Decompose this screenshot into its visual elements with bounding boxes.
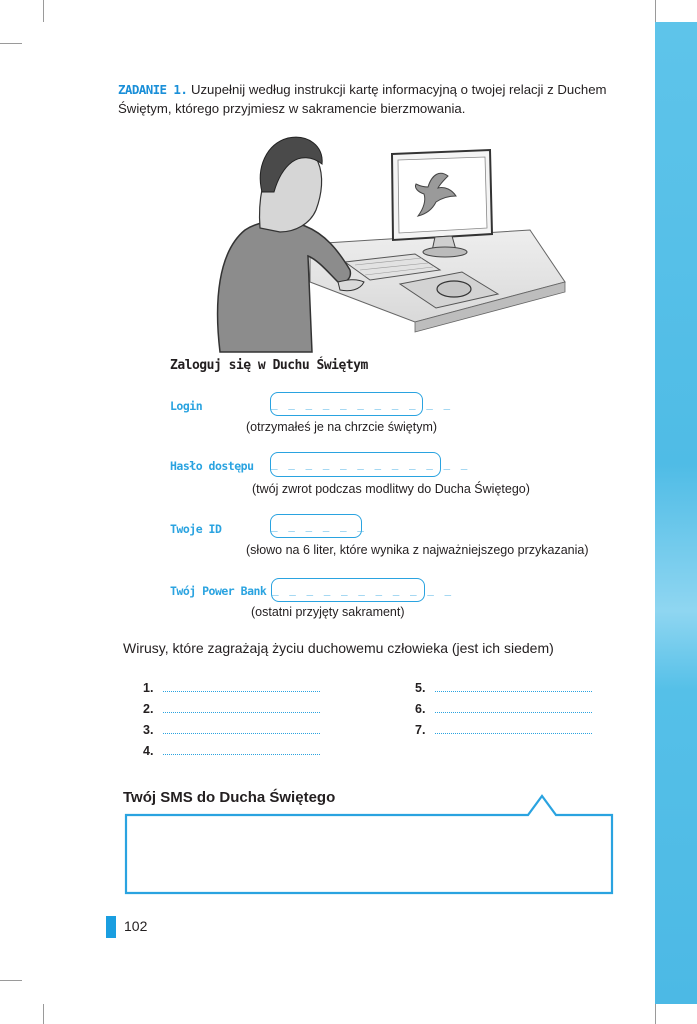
virus-answer-line[interactable] [163,723,320,734]
crop-mark [655,1004,656,1024]
computer-illustration [200,132,570,357]
password-label: Hasło dostępu [170,459,254,473]
login-heading: Zaloguj się w Duchu Świętym [170,358,368,373]
id-hint: (słowo na 6 liter, które wynika z najważniejszego przykazania) [246,543,589,557]
sms-message-box[interactable] [120,793,620,896]
virus-number: 4. [143,744,154,758]
password-field[interactable]: _ _ _ _ _ _ _ _ _ _ _ _ [270,452,441,477]
login-hint: (otrzymałeś je na chrzcie świętym) [246,420,438,434]
crop-mark [655,0,656,22]
task-instruction [118,80,618,118]
task-label: ZADANIE 1. [118,82,188,97]
virus-number: 1. [143,681,154,695]
virus-answer-line[interactable] [435,723,592,734]
viruses-title: Wirusy, które zagrażają życiu duchowemu człowieka (jest ich siedem) [123,640,554,656]
virus-item [143,744,320,758]
virus-number: 5. [415,681,426,695]
crop-mark [0,43,22,44]
virus-answer-line[interactable] [163,702,320,713]
page-number-marker [106,916,116,938]
virus-answer-line[interactable] [163,744,320,755]
virus-item [415,723,592,737]
login-field[interactable]: _ _ _ _ _ _ _ _ _ _ _ [270,392,423,416]
power-bank-field[interactable]: _ _ _ _ _ _ _ _ _ _ _ [271,578,425,602]
virus-item [143,681,320,695]
virus-number: 3. [143,723,154,737]
virus-number: 2. [143,702,154,716]
virus-item [415,702,592,716]
virus-item [143,702,320,716]
virus-answer-line[interactable] [435,681,592,692]
crop-mark [43,1004,44,1024]
id-label: Twoje ID [170,522,222,536]
virus-item [415,681,592,695]
power-bank-hint: (ostatni przyjęty sakrament) [251,605,405,619]
password-hint: (twój zwrot podczas modlitwy do Ducha Świętego) [252,482,530,496]
virus-number: 7. [415,723,426,737]
id-field[interactable]: _ _ _ _ _ _ [270,514,362,538]
sms-title: Twój SMS do Ducha Świętego [123,789,336,806]
power-bank-label: Twój Power Bank [170,584,267,598]
crop-mark [43,0,44,22]
crop-mark [0,980,22,981]
login-label: Login [170,399,203,413]
virus-answer-line[interactable] [163,681,320,692]
virus-number: 6. [415,702,426,716]
task-text: Uzupełnij według instrukcji kartę informacyjną o twojej relacji z Duchem Świętym, którego przyjmiesz w sakramencie bierzmowania. [118,82,607,116]
virus-item [143,723,320,737]
virus-answer-line[interactable] [435,702,592,713]
page-number: 102 [124,918,148,934]
page-edge-bar [655,22,697,1004]
